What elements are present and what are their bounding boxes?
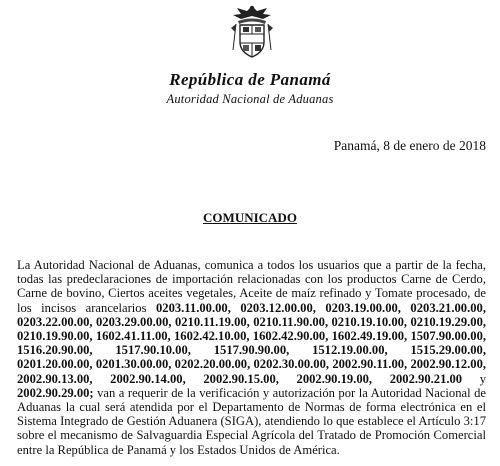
tariff-code: 0210.11.19.00, [174,314,250,329]
tariff-code: 0201.20.00.00, [17,357,93,372]
intro-text: La Autoridad Nacional de Aduanas, comunica a todos los usuarios que a partir de la fecha, todas las predeclaraciones de importación relacionadas con los productos Carne de Cerdo, Carne de bovino, Ciertos aceites vegetales, Aceite de maíz refinado y Tomate procesado, de los incisos arancelarios [17,258,486,315]
tariff-code: 0210.19.90.00, [17,329,93,344]
tariff-code: 0210.11.90.00, [253,314,329,329]
tariff-code: 0202.30.00.00, [253,357,330,372]
title-text: COMUNICADO [203,210,297,225]
coat-of-arms-icon [229,2,275,60]
tariff-code: 0203.19.00.00, [325,300,401,315]
tariff-code: 2002.90.11.00, [332,357,408,372]
tariff-code: 0203.29.00.00, [95,314,172,329]
tariff-code: 2002.90.13.00, [17,371,93,386]
tariff-code: 1517.90.90.00, [213,343,290,358]
tariff-code: 0203.11.00.00, [155,300,231,315]
tariff-code: 1515.29.00.00, [410,343,486,358]
tariff-code: 1602.41.11.00, [95,329,171,344]
tariff-code: 1517.90.10.00, [115,343,191,358]
tariff-code: 2002.90.12.00, [410,357,487,372]
republic-heading: República de Panamá [169,70,331,89]
tariff-code: 2002.90.15.00, [203,371,279,386]
tariff-code: 2002.90.19.00, [296,371,373,386]
tariff-code: 0201.30.00.00, [95,357,172,372]
tariff-code: 0203.12.00.00, [240,300,316,315]
document-title [0,210,500,226]
tariff-code: 0202.20.00.00, [174,357,251,372]
tariff-code: 1602.42.10.00, [173,329,250,344]
tariff-code: 1602.42.90.00, [252,329,329,344]
closing-text: van a requerir de la verificación y autorización por la Autoridad Nacional de Aduanas la cual será atendida por el Departamento de Normas de forma electrónica en el Sistema Integrado de Gestión Aduanera (SIGA), atendiendo lo que establece el Artículo 3:17 sobre el mecanismo de Salvaguardia Especial Agrícola del Tratado de Promoción Comercial entre la República de Panamá y los Estados Unidos de América. [17,385,487,457]
body-paragraph [17,258,486,457]
tariff-code: 1516.20.90.00, [17,343,93,358]
conjunction-text: y [479,371,487,386]
authority-heading: Autoridad Nacional de Aduanas [166,92,334,106]
date-line: Panamá, 8 de enero de 2018 [333,138,486,153]
tariff-code-last: 2002.90.29.00; [17,385,94,400]
tariff-code: 1602.49.19.00, [331,329,408,344]
tariff-code: 1512.19.00.00, [312,343,388,358]
tariff-code: 2002.90.21.00 [389,371,463,386]
tariff-code: 0210.19.10.00, [331,314,408,329]
tariff-code: 2002.90.14.00, [110,371,186,386]
tariff-code: 0210.19.29.00, [410,314,487,329]
tariff-code: 0203.22.00.00, [17,314,93,329]
tariff-code: 1507.90.00.00, [410,329,487,344]
tariff-code: 0203.21.00.00, [410,300,486,315]
